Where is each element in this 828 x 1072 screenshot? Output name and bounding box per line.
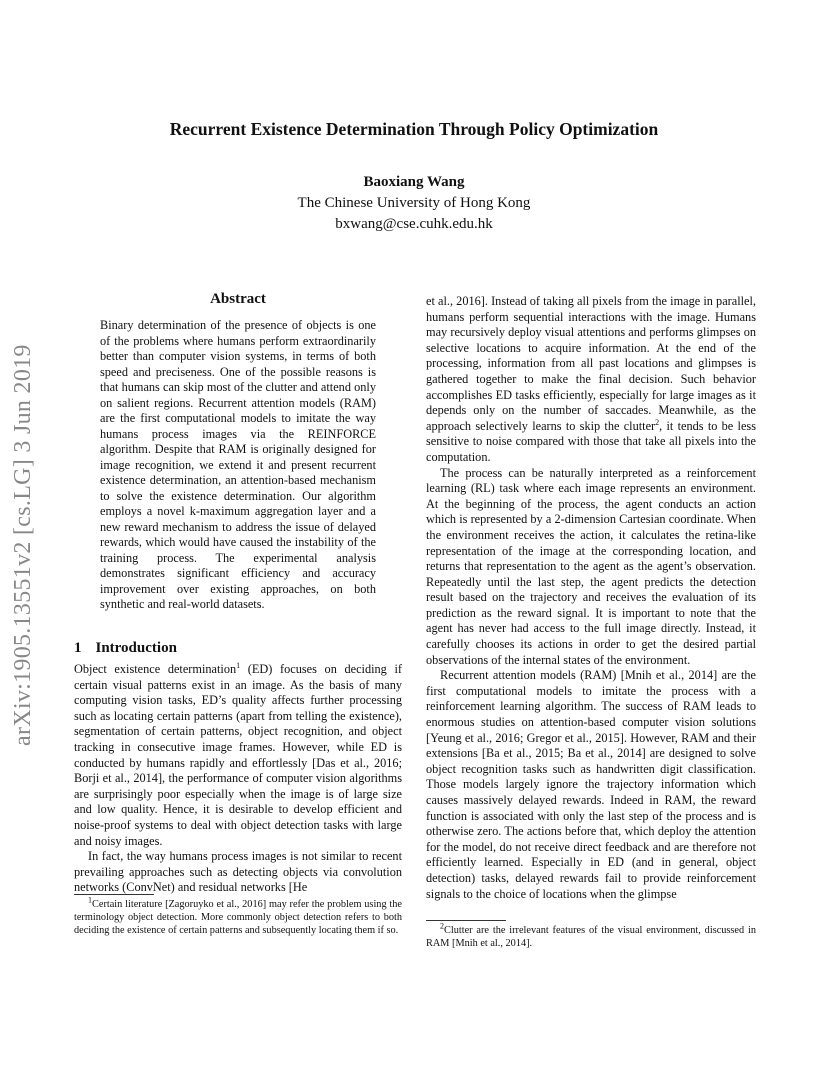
left-column-body (74, 662, 402, 896)
footnote-rule-right (426, 920, 506, 921)
author-affiliation: The Chinese University of Hong Kong (297, 195, 531, 211)
section-title: Introduction (95, 640, 177, 656)
intro-paragraph-1 (74, 662, 402, 849)
right-column-body (426, 294, 756, 902)
paper-title: Recurrent Existence Determination Through Policy Optimization (169, 119, 659, 139)
right-paragraph-1-part-a: et al., 2016]. Instead of taking all pixels from the image in parallel, humans perform sequential interactions with the image. Humans may recursively deploy visual attentions and performs glimpses on selective locations to acquire information. At the end of the processing, information from all past locations and glimpses is gathered together to make the final decision. Such behavior accomplishes ED tasks efficiently, especially for large images as it depends only on the number of saccades. Meanwhile, as the approach selectively learns to skip the clutter (426, 294, 756, 433)
author-email: bxwang@cse.cuhk.edu.hk (335, 216, 493, 232)
right-paragraph-1 (426, 294, 756, 466)
footnote-ref-2: 2 (655, 417, 660, 427)
footnote-1-text: Certain literature [Zagoruyko et al., 2016] may refer the problem using the terminology object detection. More commonly object detection refers to both deciding the existence of certain patterns and subsequently locating them if so. (74, 899, 402, 936)
abstract-text: Binary determination of the presence of objects is one of the problems where humans perform extraordinarily better than computer vision systems, in terms of both speed and preciseness. One of the possible reasons is that humans can skip most of the clutter and attend only on salient regions. Recurrent attention models (RAM) are the first computational models to imitate the way humans process images via the REINFORCE algorithm. Despite that RAM is originally designed for image recognition, we extend it and present recurrent existence determination, an attention-based mechanism to solve the existence determination. Our algorithm employs a novel k-maximum aggregation layer and a new reward mechanism to address the issue of delayed rewards, which would have caused the instability of the training process. The experimental analysis demonstrates significant efficiency and accuracy improvement over existing approaches, on both synthetic and real-world datasets. (100, 318, 376, 611)
footnote-1 (74, 895, 402, 937)
author-name: Baoxiang Wang (363, 174, 465, 190)
intro-paragraph-1-part-b: (ED) focuses on deciding if certain visual patterns exist in an image. As the basis of many computing vision tasks, ED’s quality affects further processing such as locating certain patterns (apart from telling the existence), segmentation of certain patterns, object recognition, and object tracking in consecutive image frames. However, while ED is conducted by humans rapidly and effortlessly [Das et al., 2016; Borji et al., 2014], the performance of computer vision algorithms are surprisingly poor especially when the image is of large size and low quality. Hence, it is desirable to develop efficient and noise-proof systems to deal with object detection tasks with large and noisy images. (74, 662, 402, 848)
footnote-1-mark: 1 (88, 895, 92, 905)
footnote-ref-1: 1 (236, 660, 241, 670)
footnote-rule-left (74, 894, 154, 895)
right-paragraph-3: Recurrent attention models (RAM) [Mnih et al., 2014] are the first computational models to imitate the process with a reinforcement learning algorithm. The success of RAM leads to enormous studies on attention-based computer vision solutions [Yeung et al., 2016; Gregor et al., 2015]. However, RAM and their extensions [Ba et al., 2015; Ba et al., 2014] are designed to solve object recognition tasks such as handwritten digit classification. Those models largely ignore the trajectory information which causes massively delayed rewards. Indeed in RAM, the reward function is associated with only the last step of the process and is otherwise zero. The actions before that, which deploy the attention for the model, do not receive direct feedback and are therefore not efficiently learned. Especially in ED (and in general, object detection) tasks, delayed rewards fail to provide reinforcement signals to the choice of locations when the glimpse (426, 668, 756, 901)
footnote-2 (426, 921, 756, 950)
intro-paragraph-1-part-a: Object existence determination (74, 662, 237, 676)
footnote-2-mark: 2 (440, 921, 444, 931)
footnote-2-text: Clutter are the irrelevant features of the visual environment, discussed in RAM [Mnih et al., 2014]. (426, 925, 756, 949)
author-block (0, 172, 828, 235)
intro-paragraph-2: In fact, the way humans process images is not similar to recent prevailing approaches such as detecting objects via convolution networks (ConvNet) and residual networks [He (74, 849, 402, 895)
arxiv-stamp: arXiv:1905.13551v2 [cs.LG] 3 Jun 2019 (10, 344, 36, 746)
right-paragraph-2: The process can be naturally interpreted as a reinforcement learning (RL) task where each image represents an environment. At the beginning of the process, the agent conducts an action which is represented by a 2-dimension Cartesian coordinate. When the environment receives the action, it calculates the retina-like representation of the image at the corresponding location, and returns that representation to the agent as the agent’s observation. Repeatedly until the last step, the agent predicts the detection result based on the trajectory and receives the evaluation of its prediction as the reward signal. It is important to note that the agent has never had access to the full image directly. Instead, it carefully chooses its actions in order to get the desired partial observations of the internal states of the environment. (426, 465, 756, 667)
section-heading-introduction (74, 640, 177, 657)
right-paragraph-1-part-b: , it tends to be less sensitive to noise compared with those that take all pixels into the computation. (426, 418, 756, 464)
section-number: 1 (74, 640, 82, 656)
abstract-heading: Abstract (210, 291, 266, 307)
